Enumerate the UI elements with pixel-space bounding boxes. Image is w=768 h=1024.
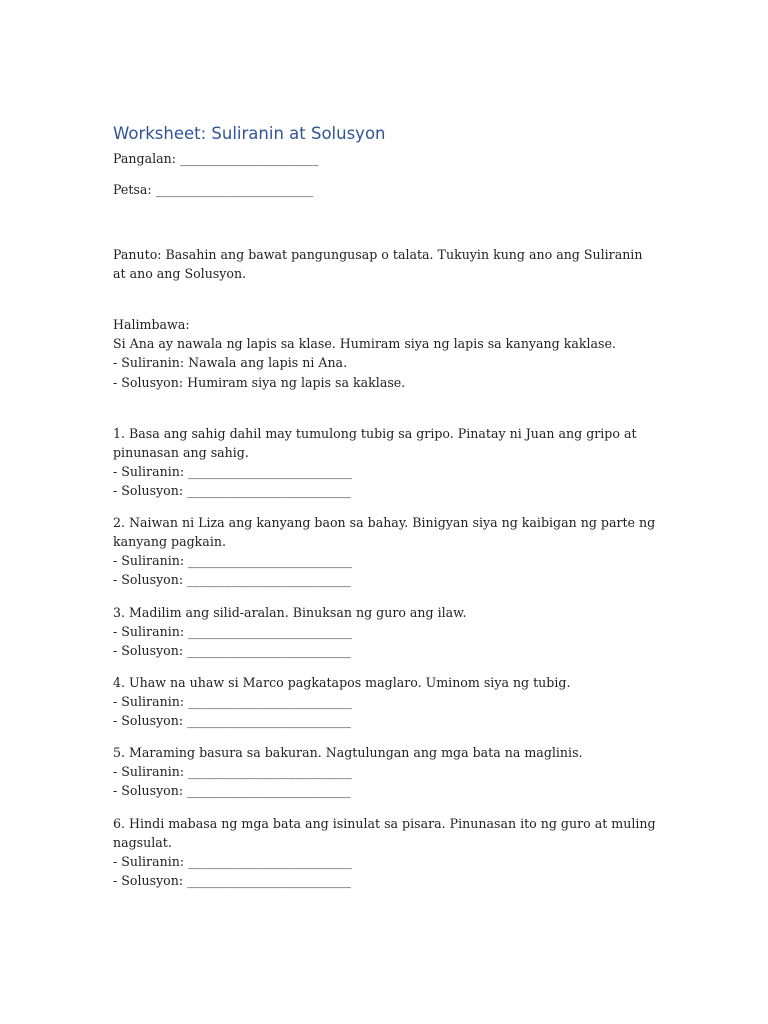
example-solution: - Solusyon: Humiram siya ng lapis sa kaklase.: [113, 375, 406, 390]
item-problem-line: - Suliranin: __________________________: [113, 624, 352, 639]
item-text: 6. Hindi mabasa ng mga bata ang isinulat sa pisara. Pinunasan ito ng guro at muling nagsulat.: [113, 816, 656, 851]
item-problem-line: - Suliranin: __________________________: [113, 764, 352, 779]
item-problem-line: - Suliranin: __________________________: [113, 464, 352, 479]
date-field-line: Petsa: _________________________: [113, 182, 314, 197]
item-text: 3. Madilim ang silid-aralan. Binuksan ng guro ang ilaw.: [113, 605, 467, 620]
item-problem-line: - Suliranin: __________________________: [113, 854, 352, 869]
example-heading: Halimbawa:: [113, 317, 190, 332]
item-solution-line: - Solusyon: __________________________: [113, 873, 351, 888]
item-text: 4. Uhaw na uhaw si Marco pagkatapos maglaro. Uminom siya ng tubig.: [113, 675, 571, 690]
item-text: 2. Naiwan ni Liza ang kanyang baon sa bahay. Binigyan siya ng kaibigan ng parte ng kanyang pagkain.: [113, 515, 656, 550]
example-problem: - Suliranin: Nawala ang lapis ni Ana.: [113, 355, 348, 370]
item-solution-line: - Solusyon: __________________________: [113, 783, 351, 798]
item-text: 5. Maraming basura sa bakuran. Nagtulungan ang mga bata na maglinis.: [113, 745, 583, 760]
instructions: Panuto: Basahin ang bawat pangungusap o talata. Tukuyin kung ano ang Suliranin at ano ang Solusyon.: [113, 247, 643, 282]
item-problem-line: - Suliranin: __________________________: [113, 694, 352, 709]
item-solution-line: - Solusyon: __________________________: [113, 643, 351, 658]
item-solution-line: - Solusyon: __________________________: [113, 572, 351, 587]
item-problem-line: - Suliranin: __________________________: [113, 553, 352, 568]
example-text: Si Ana ay nawala ng lapis sa klase. Humiram siya ng lapis sa kanyang kaklase.: [113, 336, 616, 351]
item-text: 1. Basa ang sahig dahil may tumulong tubig sa gripo. Pinatay ni Juan ang gripo at pinunasan ang sahig.: [113, 426, 637, 461]
item-solution-line: - Solusyon: __________________________: [113, 483, 351, 498]
worksheet-title: Worksheet: Suliranin at Solusyon: [113, 124, 386, 143]
name-field-line: Pangalan: ______________________: [113, 151, 319, 166]
item-solution-line: - Solusyon: __________________________: [113, 713, 351, 728]
